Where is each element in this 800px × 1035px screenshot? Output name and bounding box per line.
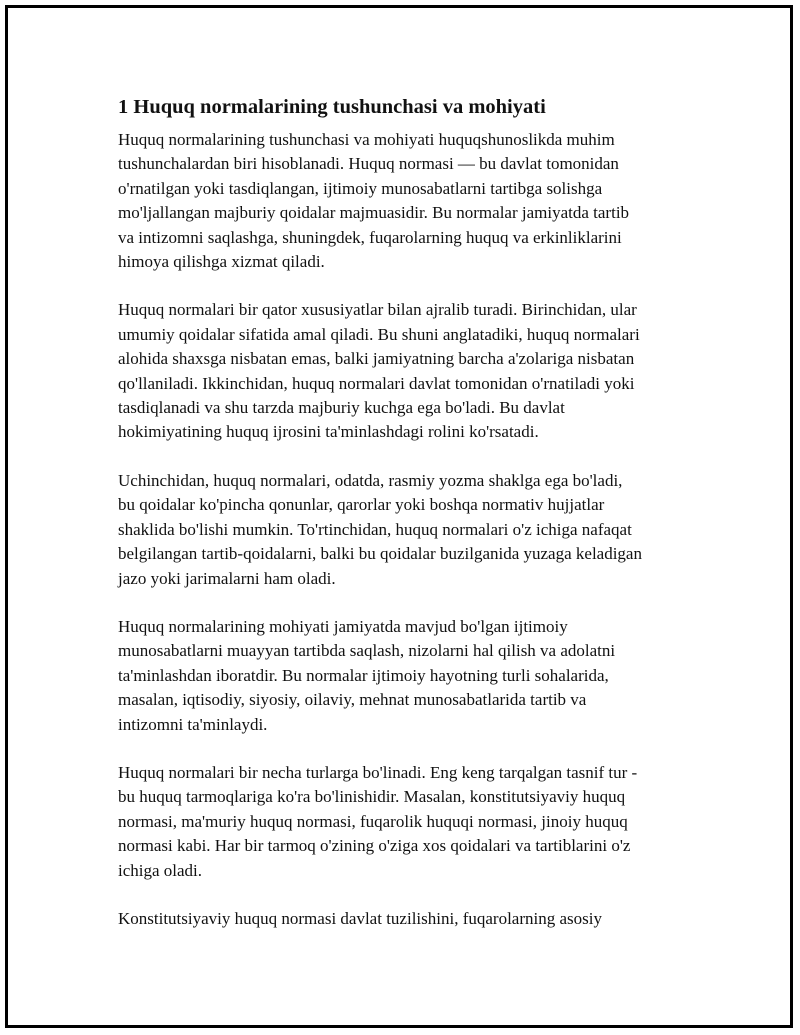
text-line: tasdiqlanadi va shu tarzda majburiy kuchga ega bo'ladi. Bu davlat [118, 398, 565, 418]
text-line: belgilangan tartib-qoidalarni, balki bu qoidalar buzilganida yuzaga keladigan [118, 544, 642, 564]
text-line: alohida shaxsga nisbatan emas, balki jamiyatning barcha a'zolariga nisbatan [118, 349, 635, 369]
text-line: umumiy qoidalar sifatida amal qiladi. Bu shuni anglatadiki, huquq normalari [118, 324, 640, 344]
paragraph-4 [118, 615, 693, 737]
text-line: qo'llaniladi. Ikkinchidan, huquq normalari davlat tomonidan o'rnatiladi yoki [118, 373, 635, 393]
text-line: Uchinchidan, huquq normalari, odatda, rasmiy yozma shaklga ega bo'ladi, [118, 470, 623, 490]
document-body [118, 94, 693, 955]
text-line: shaklida bo'lishi mumkin. To'rtinchidan, huquq normalari o'z ichiga nafaqat [118, 519, 632, 539]
paragraph-1 [118, 128, 693, 274]
paragraph-2 [118, 298, 693, 444]
text-line: va intizomni saqlashga, shuningdek, fuqarolarning huquq va erkinliklarini [118, 227, 622, 247]
text-line: o'rnatilgan yoki tasdiqlangan, ijtimoiy munosabatlarni tartibga solishga [118, 178, 603, 198]
text-line: intizomni ta'minlaydi. [118, 714, 268, 734]
section-heading: 1 Huquq normalarining tushunchasi va mohiyati [118, 96, 546, 118]
text-line: normasi kabi. Har bir tarmoq o'zining o'ziga xos qoidalari va tartiblarini o'z [118, 836, 631, 856]
text-line: Huquq normalarining tushunchasi va mohiyati huquqshunoslikda muhim [118, 130, 615, 149]
text-line: jazo yoki jarimalarni ham oladi. [118, 568, 336, 588]
text-line: hokimiyatining huquq ijrosini ta'minlashdagi rolini ko'rsatadi. [118, 422, 539, 442]
text-line: bu qoidalar ko'pincha qonunlar, qarorlar yoki boshqa normativ hujjatlar [118, 495, 605, 515]
text-line: normasi, ma'muriy huquq normasi, fuqarolik huquqi normasi, jinoiy huquq [118, 811, 628, 831]
text-line: mo'ljallangan majburiy qoidalar majmuasidir. Bu normalar jamiyatda tartib [118, 203, 630, 223]
text-line: Huquq normalari bir necha turlarga bo'linadi. Eng keng tarqalgan tasnif tur - [118, 762, 638, 782]
text-line: tushunchalardan biri hisoblanadi. Huquq normasi — bu davlat tomonidan [118, 154, 619, 174]
paragraph-5 [118, 761, 693, 883]
text-line: Huquq normalarining mohiyati jamiyatda mavjud bo'lgan ijtimoiy [118, 616, 568, 636]
text-line: ta'minlashdan iboratdir. Bu normalar ijtimoiy hayotning turli sohalarida, [118, 665, 609, 685]
paragraph-6 [118, 907, 693, 931]
text-line: Konstitutsiyaviy huquq normasi davlat tuzilishini, fuqarolarning asosiy [118, 908, 602, 928]
text-line: Huquq normalari bir qator xususiyatlar bilan ajralib turadi. Birinchidan, ular [118, 300, 637, 320]
text-line: masalan, iqtisodiy, siyosiy, oilaviy, mehnat munosabatlarida tartib va [118, 690, 587, 710]
text-line: munosabatlarni muayyan tartibda saqlash, nizolarni hal qilish va adolatni [118, 641, 616, 661]
paragraph-3 [118, 469, 693, 591]
text-line: himoya qilishga xizmat qiladi. [118, 252, 325, 272]
text-line: bu huquq tarmoqlariga ko'ra bo'linishidir. Masalan, konstitutsiyaviy huquq [118, 787, 626, 807]
text-line: ichiga oladi. [118, 860, 203, 880]
